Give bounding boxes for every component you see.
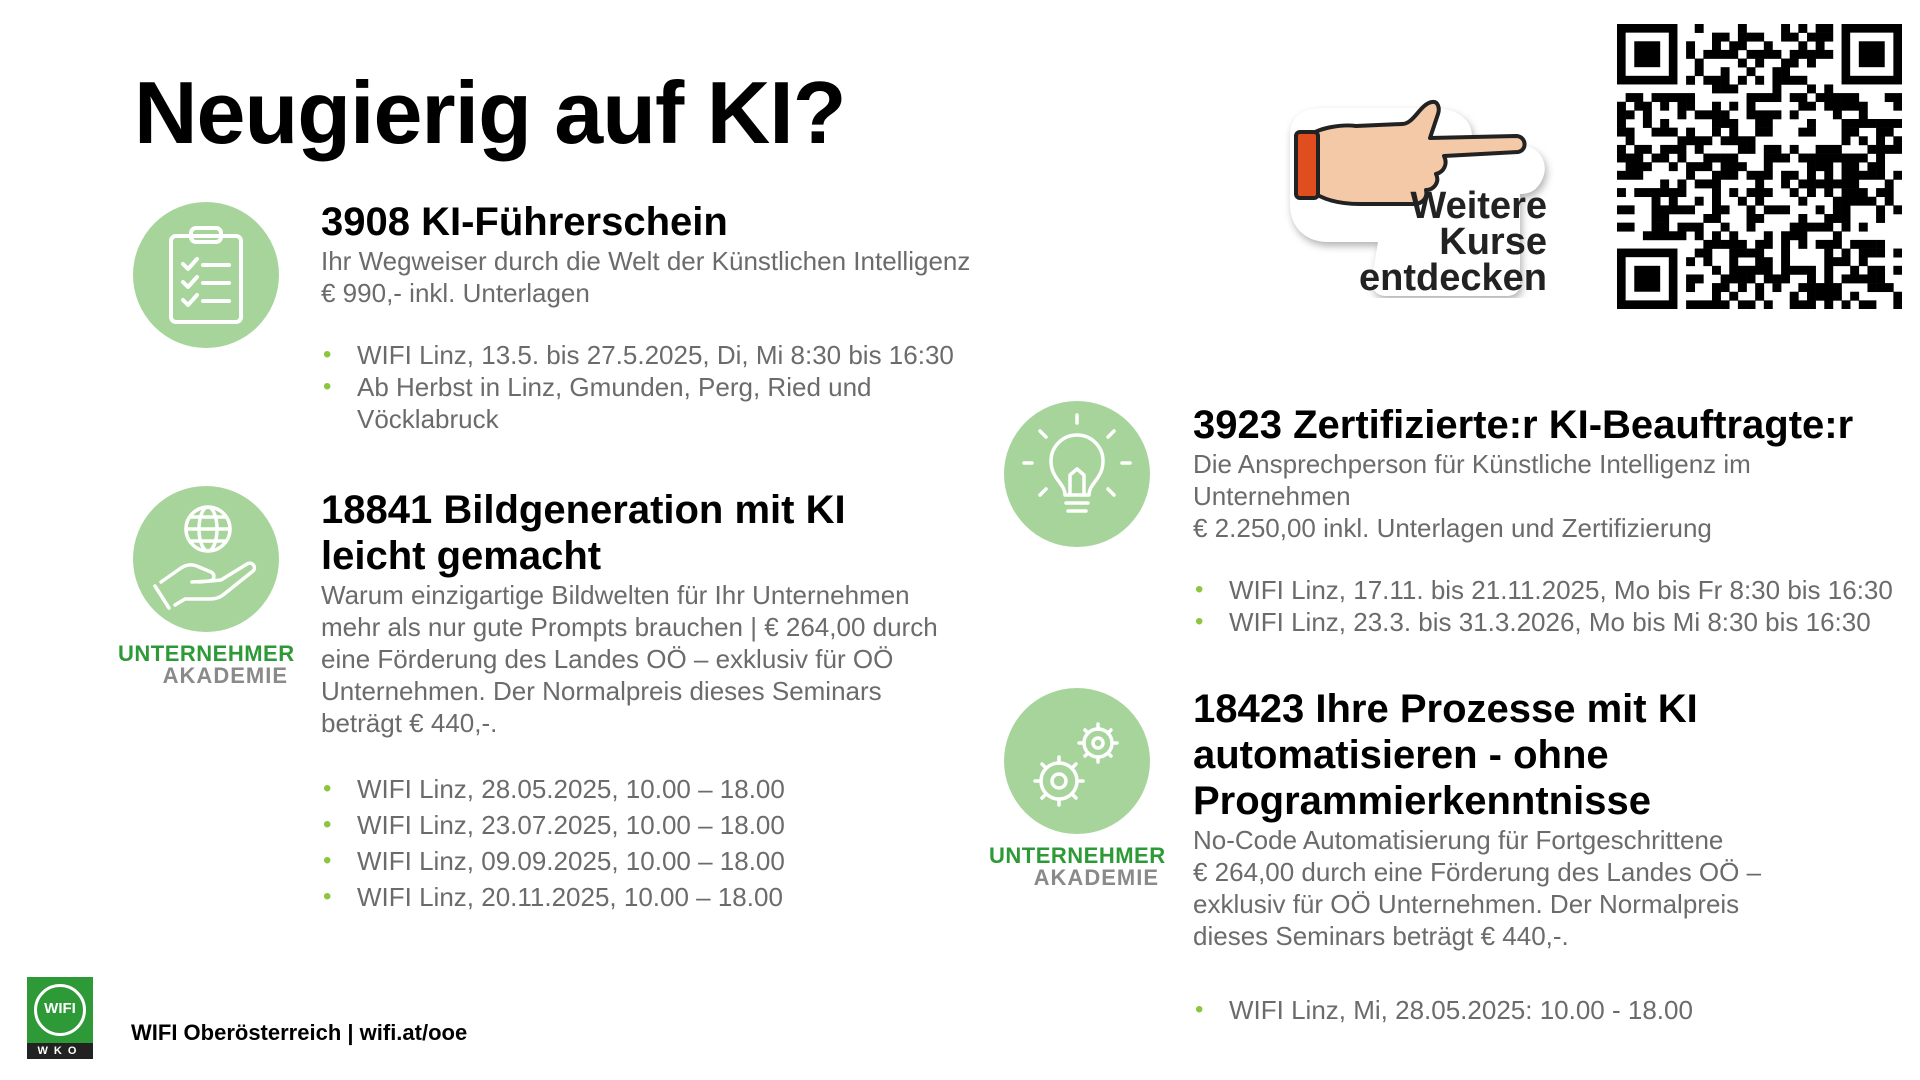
- date-item: • WIFI Linz, 09.09.2025, 10.00 – 18.00: [321, 843, 961, 879]
- page-title: Neugierig auf KI?: [134, 63, 846, 162]
- course-card-bildgeneration: [321, 487, 961, 915]
- footer-text: WIFI Oberösterreich | wifi.at/ooe: [131, 1020, 468, 1045]
- course-dates-list: [1193, 994, 1813, 1026]
- ua-line1: UNTERNEHMER: [118, 641, 295, 666]
- course-description: [321, 579, 961, 739]
- more-courses-sticker[interactable]: [1282, 78, 1562, 298]
- course-tagline: Ihr Wegweiser durch die Welt der Künstlichen Intelligenz: [321, 246, 971, 276]
- date-item: • WIFI Linz, 23.3. bis 31.3.2026, Mo bis Mi 8:30 bis 16:30: [1193, 606, 1893, 638]
- course-title: 18841 Bildgeneration mit KI leicht gemacht: [321, 488, 846, 578]
- cta-label: [1342, 185, 1547, 299]
- clipboard-checklist-icon: [133, 202, 279, 348]
- course-dates-list: [1193, 574, 1893, 638]
- cta-line3: entdecken: [1359, 257, 1547, 299]
- qr-code[interactable]: [1617, 24, 1902, 309]
- date-item: • WIFI Linz, 17.11. bis 21.11.2025, Mo bis Fr 8:30 bis 16:30: [1193, 574, 1893, 606]
- course-title: 3908 KI-Führerschein: [321, 200, 728, 244]
- unternehmer-akademie-badge: [989, 843, 1166, 890]
- cta-line1: Weitere: [1410, 185, 1547, 227]
- ua-line2: AKADEMIE: [162, 663, 288, 688]
- date-item: • WIFI Linz, 28.05.2025, 10.00 – 18.00: [321, 771, 961, 807]
- course-card-ki-fuehrerschein: [321, 199, 1011, 435]
- date-item: • WIFI Linz, 23.07.2025, 10.00 – 18.00: [321, 807, 961, 843]
- globe-hand-icon: [133, 486, 279, 632]
- course-tagline: Die Ansprechperson für Künstliche Intelligenz im Unternehmen: [1193, 449, 1751, 511]
- wko-logo-text: WKO: [27, 1043, 93, 1059]
- date-item: • WIFI Linz, 13.5. bis 27.5.2025, Di, Mi 8:30 bis 16:30: [321, 339, 1011, 371]
- course-dates-list: [321, 339, 1011, 435]
- course-description: [1193, 448, 1893, 544]
- course-card-ki-beauftragte: [1193, 402, 1893, 638]
- wifi-wko-logo: [27, 977, 93, 1059]
- course-price: € 2.250,00 inkl. Unterlagen und Zertifizierung: [1193, 513, 1712, 543]
- gears-icon: [1004, 688, 1150, 834]
- course-tagline: No-Code Automatisierung für Fortgeschrittene: [1193, 825, 1724, 855]
- course-card-prozesse-automatisieren: [1193, 686, 1813, 1026]
- date-item: • WIFI Linz, 20.11.2025, 10.00 – 18.00: [321, 879, 961, 915]
- lightbulb-icon: [1004, 401, 1150, 547]
- wifi-logo-tile: [27, 977, 93, 1043]
- ua-line2: AKADEMIE: [1033, 865, 1159, 890]
- cta-line2: Kurse: [1439, 221, 1547, 263]
- course-info: Warum einzigartige Bildwelten für Ihr Unternehmen mehr als nur gute Prompts brauchen | € 264,00 durch eine Förderung des Landes OÖ – exklusiv für OÖ Unternehmen. Der Normalpreis dieses Seminars beträgt € 440,-.: [321, 580, 938, 738]
- wifi-logo-text: WIFI: [34, 984, 86, 1036]
- course-description: [321, 245, 1011, 309]
- ua-line1: UNTERNEHMER: [989, 843, 1166, 868]
- course-price: € 990,- inkl. Unterlagen: [321, 278, 590, 308]
- course-title: 3923 Zertifizierte:r KI-Beauftragte:r: [1193, 403, 1854, 447]
- course-description: [1193, 824, 1813, 952]
- date-item: • WIFI Linz, Mi, 28.05.2025: 10.00 - 18.00: [1193, 994, 1813, 1026]
- course-info: € 264,00 durch eine Förderung des Landes OÖ – exklusiv für OÖ Unternehmen. Der Normalpreis dieses Seminars beträgt € 440,-.: [1193, 857, 1762, 951]
- course-title: 18423 Ihre Prozesse mit KI automatisieren - ohne Programmierkenntnisse: [1193, 687, 1698, 823]
- unternehmer-akademie-badge: [118, 641, 295, 688]
- date-item: • Ab Herbst in Linz, Gmunden, Perg, Ried und Vöcklabruck: [321, 371, 917, 435]
- course-dates-list: [321, 771, 961, 915]
